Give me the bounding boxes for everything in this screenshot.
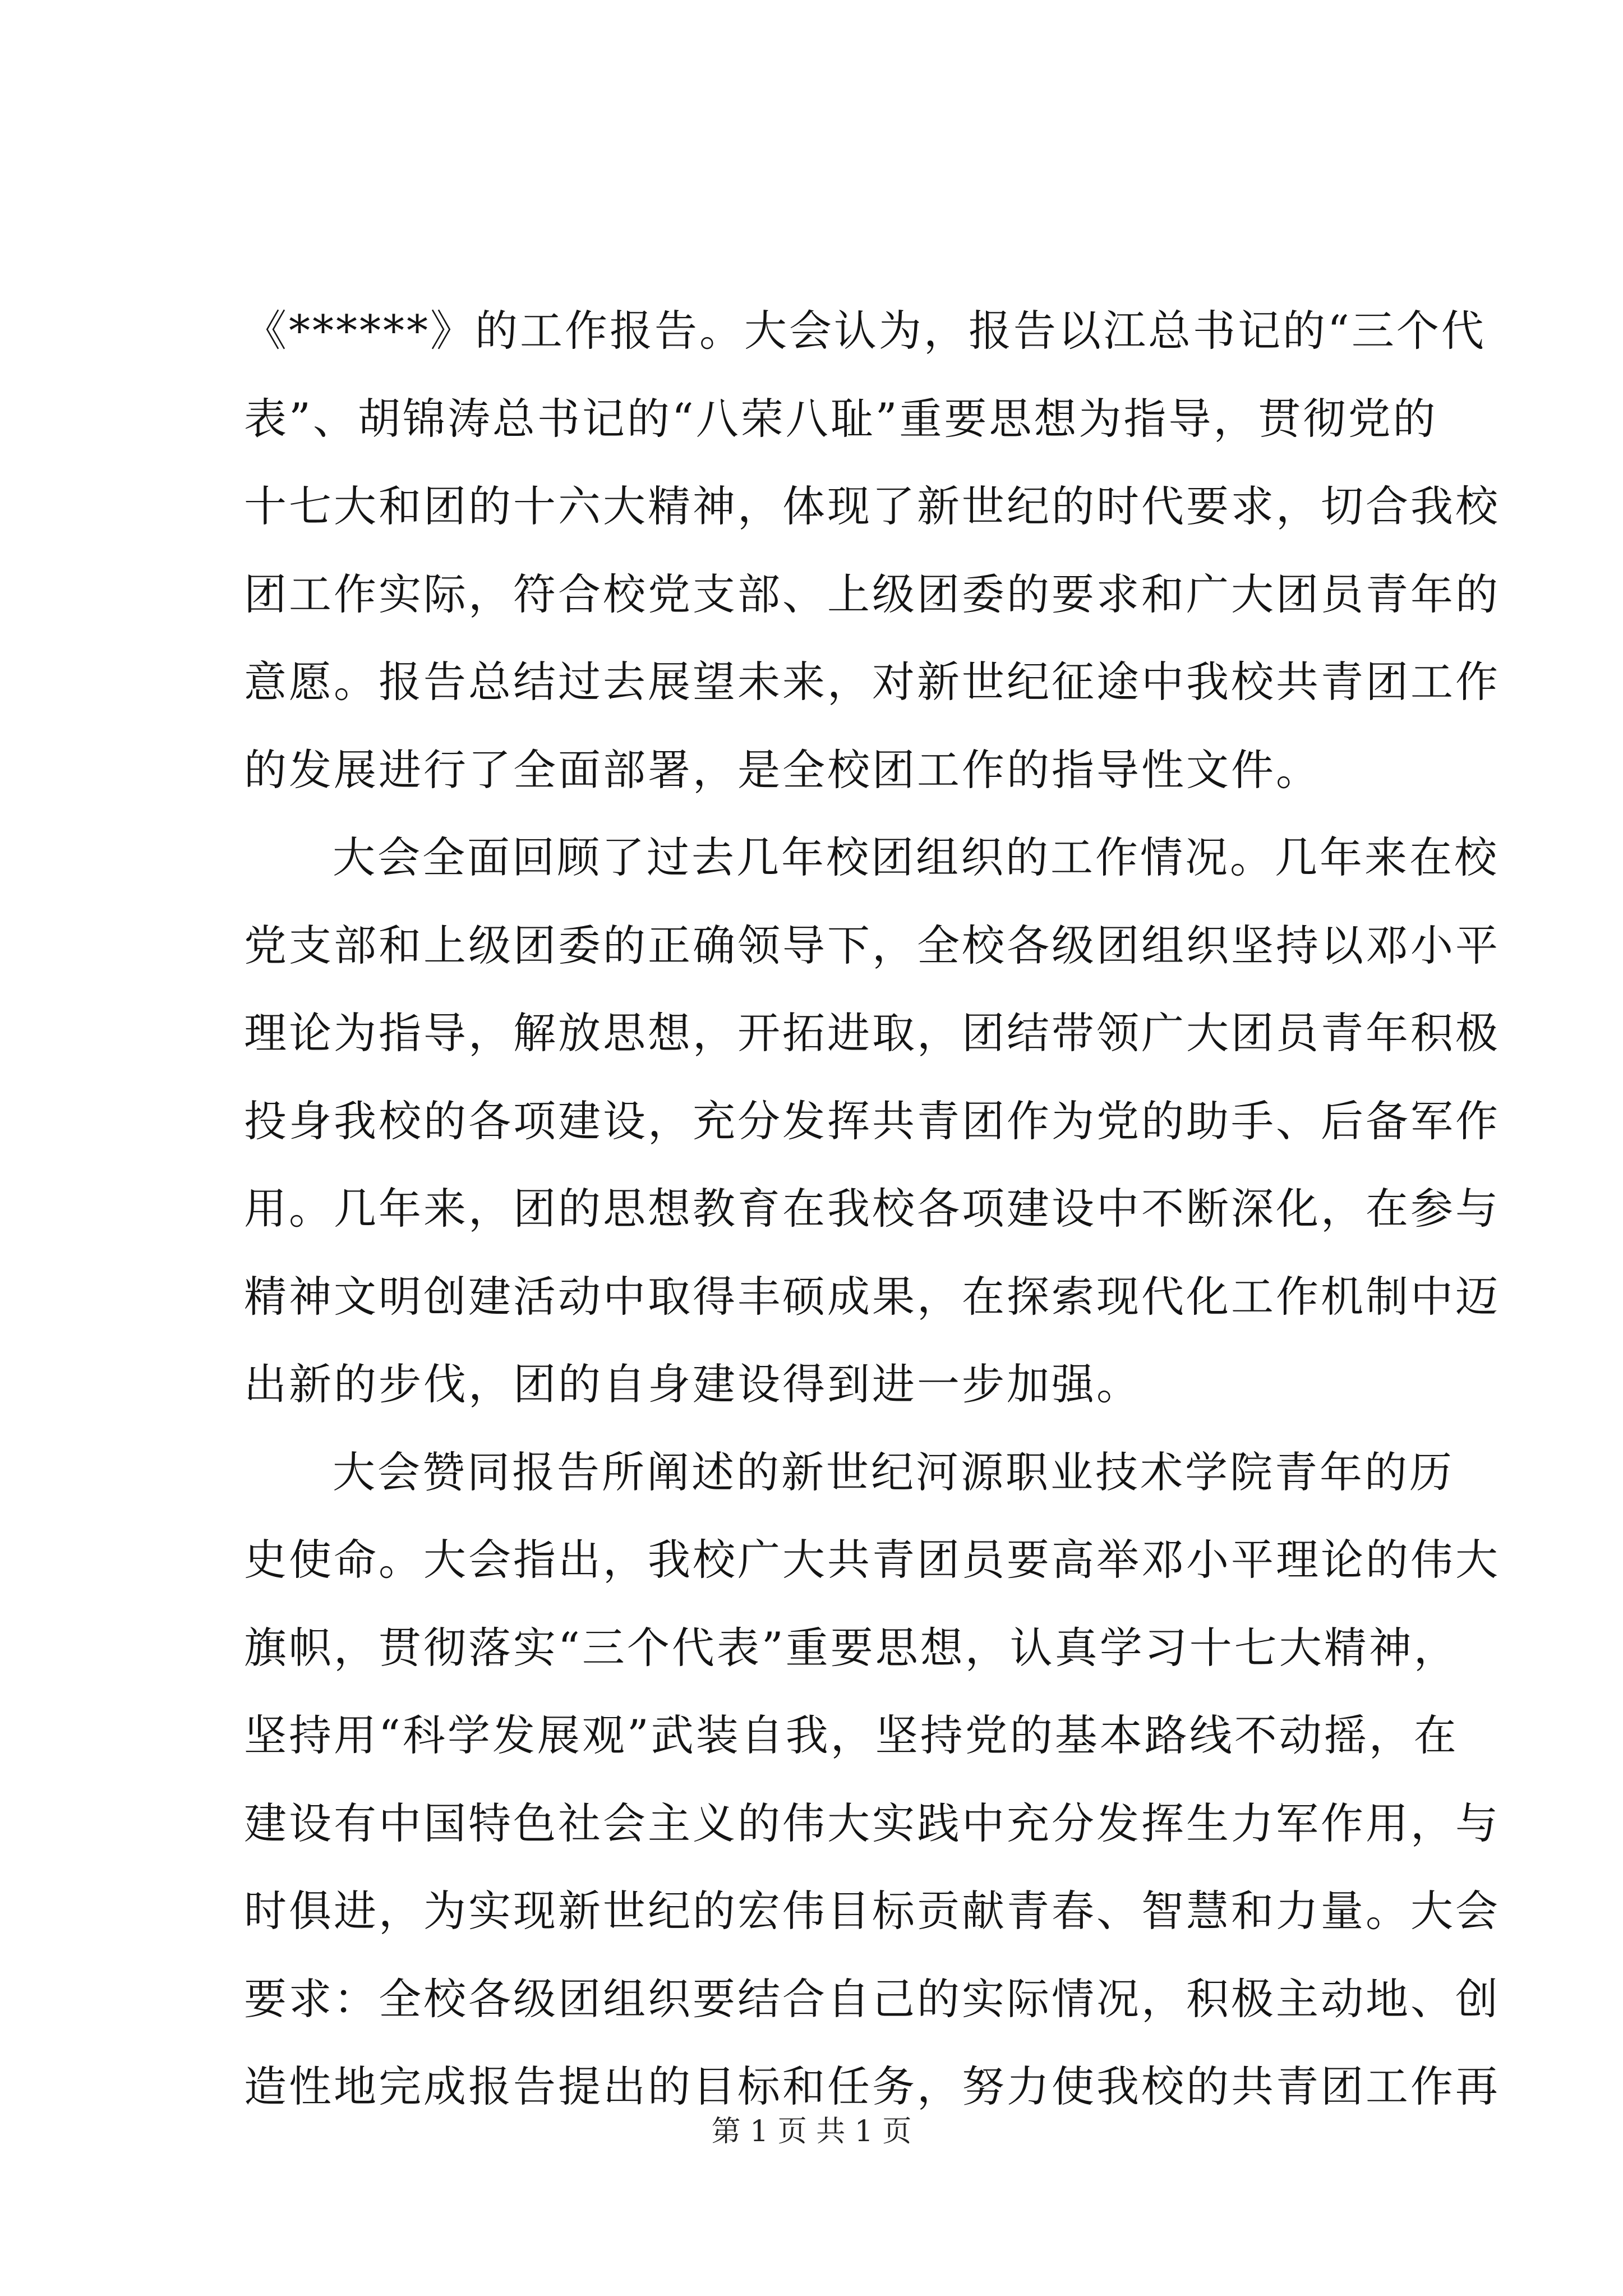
- text-line: 要求：全校各级团组织要结合自己的实际情况，积极主动地、创: [244, 1973, 1500, 2024]
- text-line: 理论为指导，解放思想，开拓进取，团结带领广大团员青年积极: [244, 1008, 1500, 1058]
- text-line: 党支部和上级团委的正确领导下，全校各级团组织坚持以邓小平: [244, 920, 1500, 970]
- document-body: [244, 287, 1500, 2131]
- text-line: 表”、胡锦涛总书记的“八荣八耻”重要思想为指导，贯彻党的: [244, 393, 1438, 444]
- text-line: 坚持用“科学发展观”武装自我，坚持党的基本路线不动摇，在: [244, 1710, 1459, 1760]
- text-line: 意愿。报告总结过去展望未来，对新世纪征途中我校共青团工作: [244, 657, 1500, 707]
- page-number-footer: 第 1 页 共 1 页: [711, 2115, 912, 2148]
- text-line-paragraph-start: 大会全面回顾了过去几年校团组织的工作情况。几年来在校: [333, 832, 1499, 882]
- text-line: 用。几年来，团的思想教育在我校各项建设中不断深化，在参与: [244, 1184, 1500, 1234]
- text-line: 造性地完成报告提出的目标和任务，努力使我校的共青团工作再: [244, 2062, 1500, 2111]
- text-line: 的发展进行了全面部署，是全校团工作的指导性文件。: [244, 744, 1321, 795]
- text-line: 团工作实际，符合校党支部、上级团委的要求和广大团员青年的: [244, 569, 1500, 619]
- text-line: 出新的步伐，团的自身建设得到进一步加强。: [244, 1359, 1141, 1409]
- text-line: 旗帜，贯彻落实“三个代表”重要思想，认真学习十七大精神，: [244, 1622, 1459, 1673]
- text-line: 精神文明创建活动中取得丰硕成果，在探索现代化工作机制中迈: [244, 1271, 1500, 1322]
- text-line: 史使命。大会指出，我校广大共青团员要高举邓小平理论的伟大: [244, 1535, 1500, 1585]
- text-line: 投身我校的各项建设，充分发挥共青团作为党的助手、后备军作: [244, 1096, 1500, 1146]
- text-line: 时俱进，为实现新世纪的宏伟目标贡献青春、智慧和力量。大会: [244, 1886, 1500, 1936]
- text-line: 《******》的工作报告。大会认为，报告以江总书记的“三个代: [244, 306, 1486, 356]
- text-line-paragraph-start: 大会赞同报告所阐述的新世纪河源职业技术学院青年的历: [333, 1447, 1454, 1497]
- text-line: 十七大和团的十六大精神，体现了新世纪的时代要求，切合我校: [244, 481, 1500, 531]
- text-line: 建设有中国特色社会主义的伟大实践中充分发挥生力军作用，与: [244, 1798, 1500, 1848]
